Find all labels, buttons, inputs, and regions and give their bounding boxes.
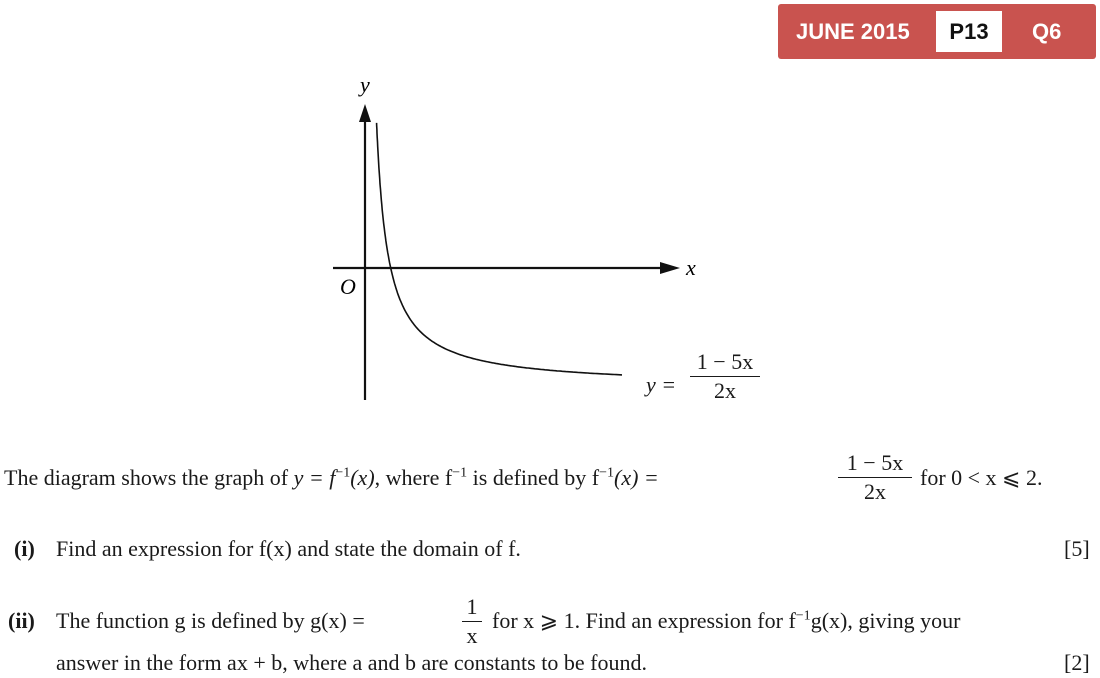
intro-domain: for 0 < x ⩽ 2. (920, 465, 1043, 490)
curve-label-fraction (690, 351, 760, 402)
part-ii-text-b: for x ⩾ 1. Find an expression for $f^{-1}g(x)$, giving your (492, 608, 961, 633)
y-axis-arrow (359, 104, 371, 122)
y-axis-label: y (360, 72, 370, 97)
origin-label: O (340, 274, 356, 299)
curve-label-denominator: 2x (714, 378, 736, 403)
x-axis-arrow (660, 262, 680, 274)
part-i-text: Find an expression for f(x) and state the domain of f. (56, 536, 521, 561)
intro-denominator: 2x (864, 479, 886, 504)
part-ii-text-a: The function g is defined by g(x) = (56, 608, 365, 633)
curve-label-lhs: y = (646, 372, 677, 397)
intro-fraction (838, 452, 912, 503)
intro-numerator: 1 − 5x (846, 450, 904, 475)
part-i-label: (i) (14, 536, 35, 561)
paper-number: P13 (936, 11, 1002, 52)
part-ii-label: (ii) (8, 608, 35, 633)
part-ii-line2: answer in the form ax + b, where a and b are constants to be found. (56, 650, 647, 675)
x-axis-label: x (686, 255, 696, 280)
part-ii-denominator: x (466, 623, 478, 648)
part-ii-marks: [2] (1064, 650, 1090, 675)
part-i-marks: [5] (1064, 536, 1090, 561)
question-number: Q6 (1032, 19, 1062, 44)
intro-text: The diagram shows the graph of $y = f^{-1}(x)$, where $f^{-1}$ is defined by $f^{-1}(x)$ = (4, 465, 659, 490)
exam-session: JUNE 2015 (796, 19, 910, 44)
part-ii-fraction (462, 596, 482, 647)
part-ii-numerator: 1 (466, 594, 478, 619)
curve (377, 123, 622, 375)
curve-label-numerator: 1 − 5x (696, 349, 754, 374)
